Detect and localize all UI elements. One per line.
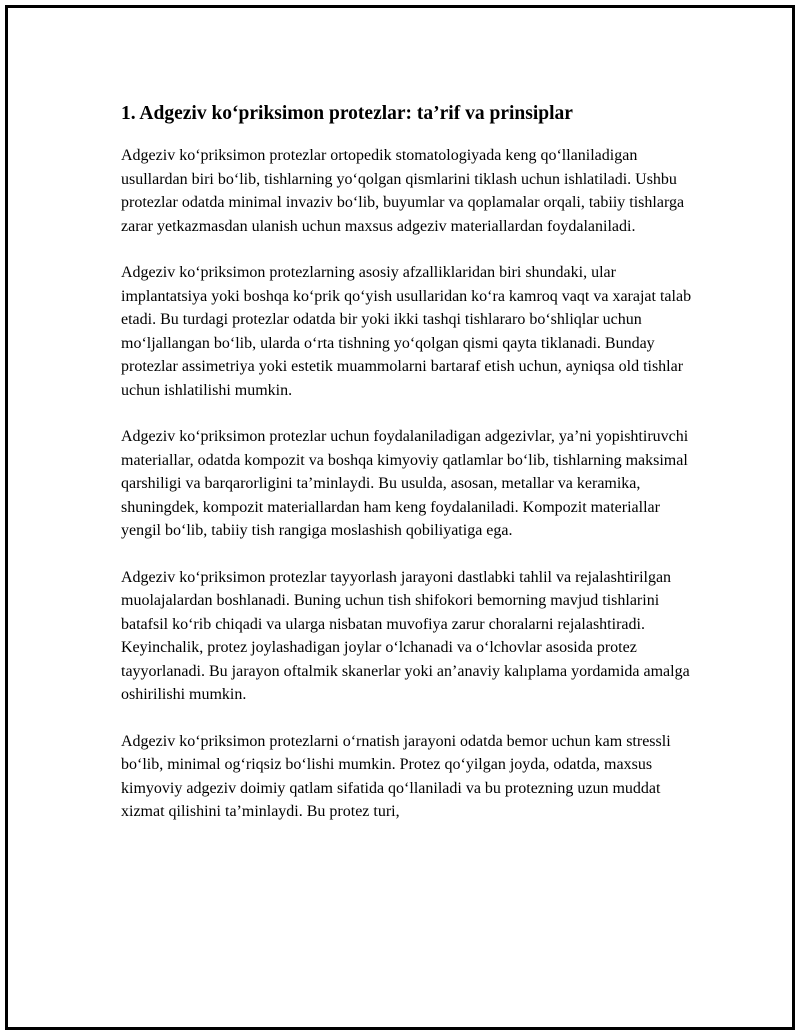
section-heading: 1. Adgeziv koʻpriksimon protezlar: ta’rif va prinsiplar [121,103,573,124]
paragraph-3: Adgeziv koʻpriksimon protezlar uchun foydalaniladigan adgezivlar, ya’ni yopishtiruvchi materiallar, odatda kompozit va boshqa kimyoviy qatlamlar boʻlib, tishlarning maksimal qarshiligi va barqarorligini ta’minlaydi. Bu usulda, asosan, metallar va keramika, shuningdek, kompozit materiallardan ham keng foydalaniladi. Kompozit materiallar yengil boʻlib, tabiiy tish rangiga moslashish qobiliyatiga ega. [121,428,689,539]
paragraph-5: Adgeziv koʻpriksimon protezlarni oʻrnatish jarayoni odatda bemor uchun kam stressli boʻlib, minimal ogʻriqsiz boʻlishi mumkin. Protez qoʻyilgan joyda, odatda, maxsus kimyoviy adgeziv doimiy qatlam sifatida qoʻllaniladi va bu protezning uzun muddat xizmat qilishini ta’minlaydi. Bu protez turi, [121,732,671,820]
document-body [121,96,696,847]
paragraph-2: Adgeziv koʻpriksimon protezlarning asosiy afzalliklaridan biri shundaki, ular implantatsiya yoki boshqa koʻprik qoʻyish usullaridan koʻra kamroq vaqt va xarajat talab etadi. Bu turdagi protezlar odatda bir yoki ikki tashqi tishlararo boʻshliqlar uchun moʻljallangan boʻlib, ularda oʻrta tishning yoʻqolgan qismi qayta tiklanadi. Bunday protezlar assimetriya yoki estetik muammolarni bartaraf etish uchun, ayniqsa old tishlar uchun ishlatilishi mumkin. [121,264,692,399]
paragraph-4: Adgeziv koʻpriksimon protezlar tayyorlash jarayoni dastlabki tahlil va rejalashtirilgan muolajalardan boshlanadi. Buning uchun tish shifokori bemorning mavjud tishlarini batafsil koʻrib chiqadi va ularga nisbatan muvofiya zarur choralarni rejalashtiradi. Keyinchalik, protez joylashadigan joylar oʻlchanadi va oʻlchovlar asosida protez tayyorlanadi. Bu jarayon oftalmik skanerlar yoki an’anaviy kalıplama yordamida amalga oshirilishi mumkin. [121,568,690,703]
paragraph-1: Adgeziv koʻpriksimon protezlar ortopedik stomatologiyada keng qoʻllaniladigan usullardan biri boʻlib, tishlarning yoʻqolgan qismlarini tiklash uchun ishlatiladi. Ushbu protezlar odatda minimal invaziv boʻlib, buyumlar va qoplamalar orqali, tabiiy tishlarga zarar yetkazmasdan ulanish uchun maxsus adgeziv materiallardan foydalaniladi. [121,147,685,235]
page-border [5,5,795,1030]
